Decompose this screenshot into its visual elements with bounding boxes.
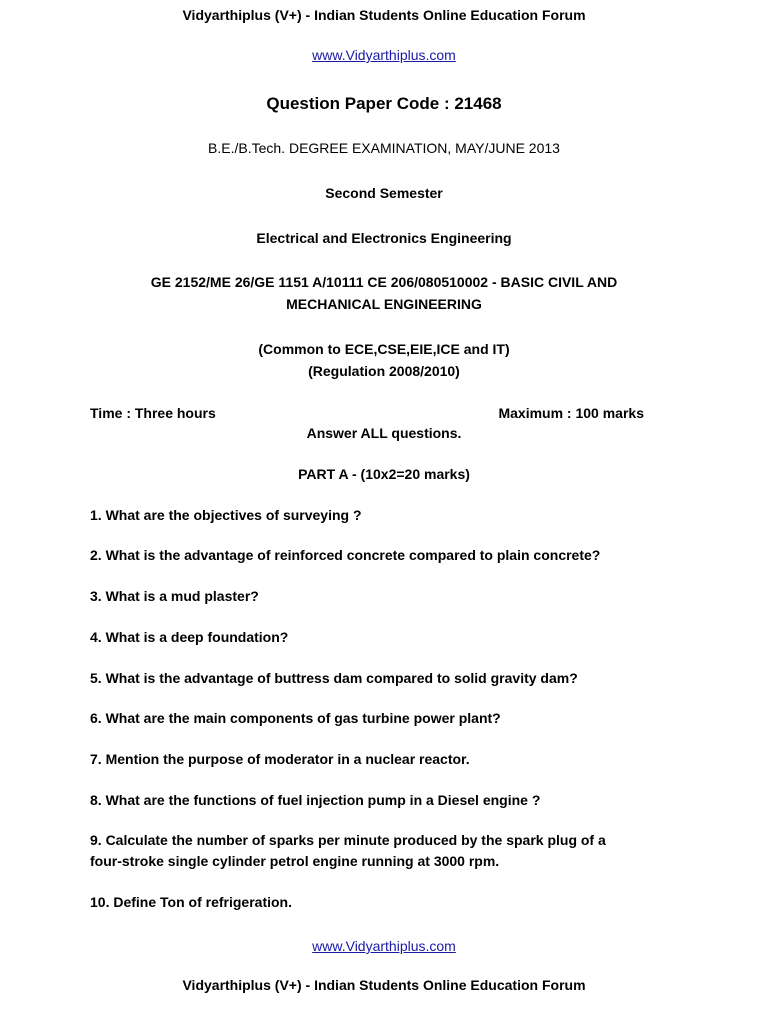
header-website-link[interactable]: www.Vidyarthiplus.com: [312, 47, 456, 63]
question-paper-code: Question Paper Code : 21468: [266, 94, 502, 113]
question-10: 10. Define Ton of refrigeration.: [90, 894, 292, 910]
part-heading: PART A - (10x2=20 marks): [298, 466, 470, 482]
footer-link-row: [0, 937, 768, 955]
time-allowed: Time : Three hours: [90, 405, 216, 421]
regulation-note: (Regulation 2008/2010): [308, 363, 460, 379]
question-1: 1. What are the objectives of surveying ?: [90, 507, 362, 523]
common-note: (Common to ECE,CSE,EIE,ICE and IT): [258, 341, 510, 357]
question-6: 6. What are the main components of gas turbine power plant?: [90, 710, 501, 726]
header-link-row: [0, 46, 768, 64]
footer-forum-name: Vidyarthiplus (V+) - Indian Students Online Education Forum: [182, 977, 586, 993]
footer-website-link[interactable]: www.Vidyarthiplus.com: [312, 938, 456, 954]
semester: Second Semester: [325, 185, 443, 201]
subject-line-2: MECHANICAL ENGINEERING: [286, 296, 482, 312]
instruction: Answer ALL questions.: [306, 425, 462, 441]
maximum-marks: Maximum : 100 marks: [498, 405, 644, 421]
question-9-line-1: 9. Calculate the number of sparks per minute produced by the spark plug of a: [90, 832, 606, 848]
exam-title: B.E./B.Tech. DEGREE EXAMINATION, MAY/JUNE 2013: [208, 140, 560, 156]
question-3: 3. What is a mud plaster?: [90, 588, 259, 604]
question-7: 7. Mention the purpose of moderator in a nuclear reactor.: [90, 751, 470, 767]
header-forum-name: Vidyarthiplus (V+) - Indian Students Online Education Forum: [182, 7, 586, 23]
question-5: 5. What is the advantage of buttress dam compared to solid gravity dam?: [90, 670, 578, 686]
branch: Electrical and Electronics Engineering: [256, 230, 512, 246]
question-2: 2. What is the advantage of reinforced concrete compared to plain concrete?: [90, 547, 601, 563]
question-4: 4. What is a deep foundation?: [90, 629, 289, 645]
time-marks-row: [90, 404, 644, 422]
question-9-line-2: four-stroke single cylinder petrol engine running at 3000 rpm.: [90, 853, 500, 869]
subject-line-1: GE 2152/ME 26/GE 1151 A/10111 CE 206/080510002 - BASIC CIVIL AND: [150, 274, 618, 290]
question-8: 8. What are the functions of fuel injection pump in a Diesel engine ?: [90, 792, 541, 808]
